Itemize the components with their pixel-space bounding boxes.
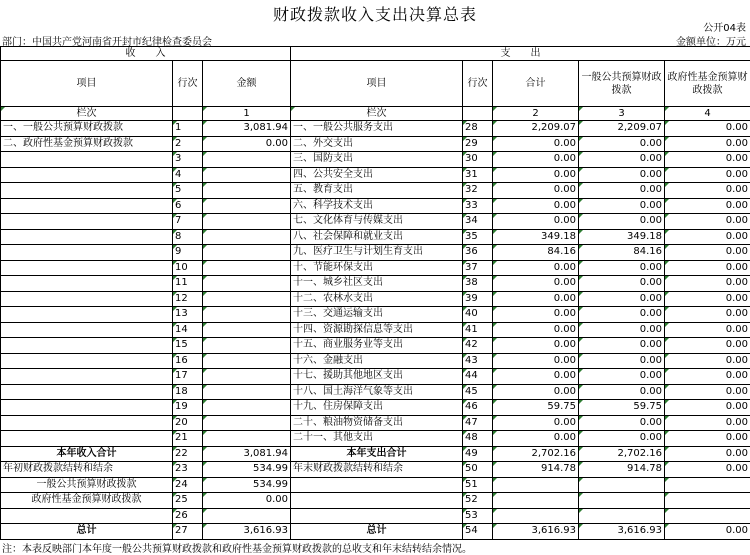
expense-general: 0.00 [579, 152, 665, 168]
table-row [1, 291, 750, 307]
expense-row-no: 38 [463, 276, 493, 292]
expense-fund: 0.00 [665, 260, 750, 276]
expense-general: 0.00 [579, 136, 665, 152]
expense-item [291, 493, 463, 509]
income-item [1, 291, 173, 307]
income-row-no: 15 [173, 338, 203, 354]
expense-item-header: 项目 [291, 61, 463, 107]
table-row [1, 322, 750, 338]
income-item [1, 276, 173, 292]
income-item [1, 229, 173, 245]
department-label: 部门：中国共产党河南省开封市纪律检查委员会 [2, 37, 212, 48]
expense-fund: 0.00 [665, 229, 750, 245]
expense-general: 0.00 [579, 415, 665, 431]
table-row [1, 229, 750, 245]
expense-row-no: 29 [463, 136, 493, 152]
table-row [1, 183, 750, 199]
expense-fund: 0.00 [665, 369, 750, 385]
table-row [1, 338, 750, 354]
expense-item: 十五、商业服务业等支出 [291, 338, 463, 354]
expense-row-no: 49 [463, 446, 493, 462]
table-row [1, 446, 750, 462]
income-item: 总计 [1, 524, 173, 540]
income-row-no: 14 [173, 322, 203, 338]
table-row [1, 493, 750, 509]
expense-fund: 0.00 [665, 400, 750, 416]
expense-item: 十三、交通运输支出 [291, 307, 463, 323]
income-item [1, 167, 173, 183]
expense-total: 84.16 [493, 245, 579, 261]
table-row [1, 152, 750, 168]
expense-total: 0.00 [493, 214, 579, 230]
expense-fund: 0.00 [665, 136, 750, 152]
lanci-expense-general: 3 [579, 107, 665, 121]
expense-row-no: 41 [463, 322, 493, 338]
income-item [1, 508, 173, 524]
expense-total-header: 合计 [493, 61, 579, 107]
expense-row-no: 46 [463, 400, 493, 416]
expense-item: 十七、援助其他地区支出 [291, 369, 463, 385]
expense-fund: 0.00 [665, 431, 750, 447]
expense-row-no: 48 [463, 431, 493, 447]
expense-general: 349.18 [579, 229, 665, 245]
income-row-no: 11 [173, 276, 203, 292]
table-row [1, 167, 750, 183]
expense-item: 八、社会保障和就业支出 [291, 229, 463, 245]
expense-item: 本年支出合计 [291, 446, 463, 462]
expense-item: 二、外交支出 [291, 136, 463, 152]
income-amount [203, 198, 291, 214]
expense-total: 0.00 [493, 322, 579, 338]
income-row-no: 25 [173, 493, 203, 509]
income-row-no: 12 [173, 291, 203, 307]
income-item [1, 338, 173, 354]
expense-item: 九、医疗卫生与计划生育支出 [291, 245, 463, 261]
expense-row-no: 44 [463, 369, 493, 385]
expense-row-no: 45 [463, 384, 493, 400]
expense-general: 0.00 [579, 183, 665, 199]
expense-fund: 0.00 [665, 245, 750, 261]
expense-row-no: 37 [463, 260, 493, 276]
expense-general: 0.00 [579, 338, 665, 354]
expense-row-no: 34 [463, 214, 493, 230]
income-amount [203, 369, 291, 385]
table-row [1, 214, 750, 230]
lanci-expense-total: 2 [493, 107, 579, 121]
income-amount: 534.99 [203, 477, 291, 493]
expense-row-no: 53 [463, 508, 493, 524]
expense-total: 0.00 [493, 369, 579, 385]
expense-general: 0.00 [579, 353, 665, 369]
income-row-no: 22 [173, 446, 203, 462]
expense-fund: 0.00 [665, 121, 750, 137]
expense-item: 十八、国土海洋气象等支出 [291, 384, 463, 400]
income-amount [203, 431, 291, 447]
income-amount-header: 金额 [203, 61, 291, 107]
income-amount [203, 384, 291, 400]
expense-general: 0.00 [579, 214, 665, 230]
table-row [1, 400, 750, 416]
income-row-no: 1 [173, 121, 203, 137]
lanci-cell [463, 107, 493, 121]
income-item [1, 260, 173, 276]
expense-item: 十九、住房保障支出 [291, 400, 463, 416]
expense-row-no: 30 [463, 152, 493, 168]
income-amount [203, 229, 291, 245]
expense-item: 十一、城乡社区支出 [291, 276, 463, 292]
expense-total: 0.00 [493, 260, 579, 276]
expense-total: 0.00 [493, 276, 579, 292]
expense-general: 0.00 [579, 322, 665, 338]
income-item [1, 183, 173, 199]
income-item: 本年收入合计 [1, 446, 173, 462]
expense-total: 0.00 [493, 338, 579, 354]
expense-row-no: 42 [463, 338, 493, 354]
income-amount [203, 353, 291, 369]
expense-item: 一、一般公共服务支出 [291, 121, 463, 137]
income-row-no: 4 [173, 167, 203, 183]
expense-row-no: 43 [463, 353, 493, 369]
income-row-no: 17 [173, 369, 203, 385]
expense-row-no: 47 [463, 415, 493, 431]
income-amount [203, 276, 291, 292]
table-row [1, 462, 750, 478]
expense-item [291, 477, 463, 493]
expense-fund: 0.00 [665, 446, 750, 462]
income-row-no: 8 [173, 229, 203, 245]
income-item [1, 431, 173, 447]
footnote: 注：本表反映部门本年度一般公共预算财政拨款和政府性基金预算财政拨款的总收支和年末结转结余情况。 [2, 544, 472, 555]
lanci-income-amount: 1 [203, 107, 291, 121]
report-title: 财政拨款收入支出决算总表 [272, 5, 477, 24]
table-row [1, 524, 750, 540]
income-row-no: 23 [173, 462, 203, 478]
income-item [1, 198, 173, 214]
expense-fund: 0.00 [665, 152, 750, 168]
expense-fund-header: 政府性基金预算财政拨款 [665, 61, 750, 107]
table-row [1, 260, 750, 276]
expense-row-no: 32 [463, 183, 493, 199]
expense-row-no: 33 [463, 198, 493, 214]
expense-row-no: 40 [463, 307, 493, 323]
table-row [1, 198, 750, 214]
income-amount: 0.00 [203, 493, 291, 509]
expense-item: 年末财政拨款结转和结余 [291, 462, 463, 478]
income-item: 一般公共预算财政拨款 [1, 477, 173, 493]
unit-label: 金额单位：万元 [676, 37, 746, 48]
expense-general: 0.00 [579, 167, 665, 183]
expense-general: 0.00 [579, 384, 665, 400]
expense-row-no: 52 [463, 493, 493, 509]
table-row [1, 369, 750, 385]
expense-item: 十二、农林水支出 [291, 291, 463, 307]
expense-item: 三、国防支出 [291, 152, 463, 168]
income-amount: 0.00 [203, 136, 291, 152]
income-row-no: 13 [173, 307, 203, 323]
income-amount [203, 338, 291, 354]
income-item [1, 322, 173, 338]
expense-total: 0.00 [493, 152, 579, 168]
expense-total: 0.00 [493, 307, 579, 323]
expense-general: 2,702.16 [579, 446, 665, 462]
income-item: 政府性基金预算财政拨款 [1, 493, 173, 509]
income-row-no: 27 [173, 524, 203, 540]
expense-fund: 0.00 [665, 214, 750, 230]
table-row [1, 431, 750, 447]
expense-general: 0.00 [579, 198, 665, 214]
expense-total: 0.00 [493, 198, 579, 214]
income-item [1, 415, 173, 431]
expense-general: 0.00 [579, 369, 665, 385]
expense-total: 349.18 [493, 229, 579, 245]
expense-total: 0.00 [493, 167, 579, 183]
income-row-no-header: 行次 [173, 61, 203, 107]
expense-general [579, 508, 665, 524]
expense-fund: 0.00 [665, 524, 750, 540]
expense-total [493, 477, 579, 493]
income-amount [203, 291, 291, 307]
expense-item: 二十一、其他支出 [291, 431, 463, 447]
income-amount [203, 307, 291, 323]
expense-fund [665, 508, 750, 524]
expense-fund: 0.00 [665, 415, 750, 431]
expense-total: 2,209.07 [493, 121, 579, 137]
table-row [1, 245, 750, 261]
expense-total: 0.00 [493, 136, 579, 152]
income-item [1, 245, 173, 261]
income-row-no: 9 [173, 245, 203, 261]
expense-fund: 0.00 [665, 322, 750, 338]
income-amount: 534.99 [203, 462, 291, 478]
income-row-no: 5 [173, 183, 203, 199]
income-amount [203, 322, 291, 338]
expense-general: 0.00 [579, 307, 665, 323]
table-row [1, 307, 750, 323]
income-item: 年初财政拨款结转和结余 [1, 462, 173, 478]
expense-item: 五、教育支出 [291, 183, 463, 199]
expense-total: 2,702.16 [493, 446, 579, 462]
income-row-no: 3 [173, 152, 203, 168]
income-item-header: 项目 [1, 61, 173, 107]
table-row [1, 508, 750, 524]
expense-fund [665, 493, 750, 509]
income-row-no: 18 [173, 384, 203, 400]
expense-total: 3,616.93 [493, 524, 579, 540]
expense-row-no: 31 [463, 167, 493, 183]
income-item [1, 307, 173, 323]
table-row [1, 415, 750, 431]
expense-total: 0.00 [493, 431, 579, 447]
expense-item: 六、科学技术支出 [291, 198, 463, 214]
expense-general: 0.00 [579, 291, 665, 307]
expense-general: 84.16 [579, 245, 665, 261]
expense-general: 0.00 [579, 276, 665, 292]
income-item [1, 400, 173, 416]
income-row-no: 20 [173, 415, 203, 431]
income-amount [203, 245, 291, 261]
expense-total [493, 508, 579, 524]
expense-general: 0.00 [579, 260, 665, 276]
expense-fund: 0.00 [665, 307, 750, 323]
expense-item: 十、节能环保支出 [291, 260, 463, 276]
income-row-no: 7 [173, 214, 203, 230]
income-amount [203, 508, 291, 524]
expense-row-no: 28 [463, 121, 493, 137]
table-row [1, 121, 750, 137]
income-amount: 3,081.94 [203, 121, 291, 137]
income-row-no: 16 [173, 353, 203, 369]
budget-table [0, 46, 750, 540]
expense-general: 0.00 [579, 431, 665, 447]
expense-general: 914.78 [579, 462, 665, 478]
expense-fund: 0.00 [665, 291, 750, 307]
expense-item: 十四、资源勘探信息等支出 [291, 322, 463, 338]
income-item [1, 353, 173, 369]
expense-fund: 0.00 [665, 338, 750, 354]
expense-row-no: 39 [463, 291, 493, 307]
income-amount [203, 167, 291, 183]
income-item [1, 152, 173, 168]
expense-total: 0.00 [493, 291, 579, 307]
table-row [1, 276, 750, 292]
expense-row-no-header: 行次 [463, 61, 493, 107]
expense-total: 0.00 [493, 183, 579, 199]
expense-fund: 0.00 [665, 198, 750, 214]
expense-general: 3,616.93 [579, 524, 665, 540]
expense-total: 0.00 [493, 353, 579, 369]
table-row [1, 353, 750, 369]
income-item [1, 214, 173, 230]
expense-row-no: 35 [463, 229, 493, 245]
income-row-no: 10 [173, 260, 203, 276]
expense-general: 59.75 [579, 400, 665, 416]
income-row-no: 26 [173, 508, 203, 524]
income-amount [203, 183, 291, 199]
expense-row-no: 50 [463, 462, 493, 478]
lanci-label: 栏次 [1, 107, 173, 121]
income-amount [203, 260, 291, 276]
income-section-header: 收 入 [1, 47, 291, 61]
income-amount: 3,616.93 [203, 524, 291, 540]
expense-total: 914.78 [493, 462, 579, 478]
income-row-no: 2 [173, 136, 203, 152]
income-item: 一、一般公共预算财政拨款 [1, 121, 173, 137]
table-row [1, 477, 750, 493]
expense-general-header: 一般公共预算财政拨款 [579, 61, 665, 107]
lanci-cell [173, 107, 203, 121]
table-row [1, 136, 750, 152]
expense-item: 七、文化体育与传媒支出 [291, 214, 463, 230]
income-row-no: 21 [173, 431, 203, 447]
income-row-no: 24 [173, 477, 203, 493]
lanci-label: 栏次 [291, 107, 463, 121]
expense-fund: 0.00 [665, 167, 750, 183]
income-item: 二、政府性基金预算财政拨款 [1, 136, 173, 152]
income-amount: 3,081.94 [203, 446, 291, 462]
expense-fund: 0.00 [665, 353, 750, 369]
expense-total: 0.00 [493, 384, 579, 400]
expense-total [493, 493, 579, 509]
expense-fund: 0.00 [665, 462, 750, 478]
table-row [1, 384, 750, 400]
income-amount [203, 214, 291, 230]
expense-row-no: 51 [463, 477, 493, 493]
expense-fund: 0.00 [665, 384, 750, 400]
expense-total: 0.00 [493, 415, 579, 431]
expense-row-no: 54 [463, 524, 493, 540]
expense-fund: 0.00 [665, 183, 750, 199]
income-amount [203, 400, 291, 416]
expense-row-no: 36 [463, 245, 493, 261]
expense-general [579, 493, 665, 509]
expense-item [291, 508, 463, 524]
income-amount [203, 415, 291, 431]
income-item [1, 384, 173, 400]
expense-item: 十六、金融支出 [291, 353, 463, 369]
income-row-no: 6 [173, 198, 203, 214]
expense-general: 2,209.07 [579, 121, 665, 137]
expense-total: 59.75 [493, 400, 579, 416]
expense-item: 四、公共安全支出 [291, 167, 463, 183]
expense-section-header: 支 出 [291, 47, 750, 61]
expense-general [579, 477, 665, 493]
income-item [1, 369, 173, 385]
lanci-expense-fund: 4 [665, 107, 750, 121]
income-amount [203, 152, 291, 168]
income-row-no: 19 [173, 400, 203, 416]
expense-item: 二十、粮油物资储备支出 [291, 415, 463, 431]
expense-item: 总计 [291, 524, 463, 540]
expense-fund [665, 477, 750, 493]
form-code: 公开04表 [703, 23, 746, 34]
expense-fund: 0.00 [665, 276, 750, 292]
